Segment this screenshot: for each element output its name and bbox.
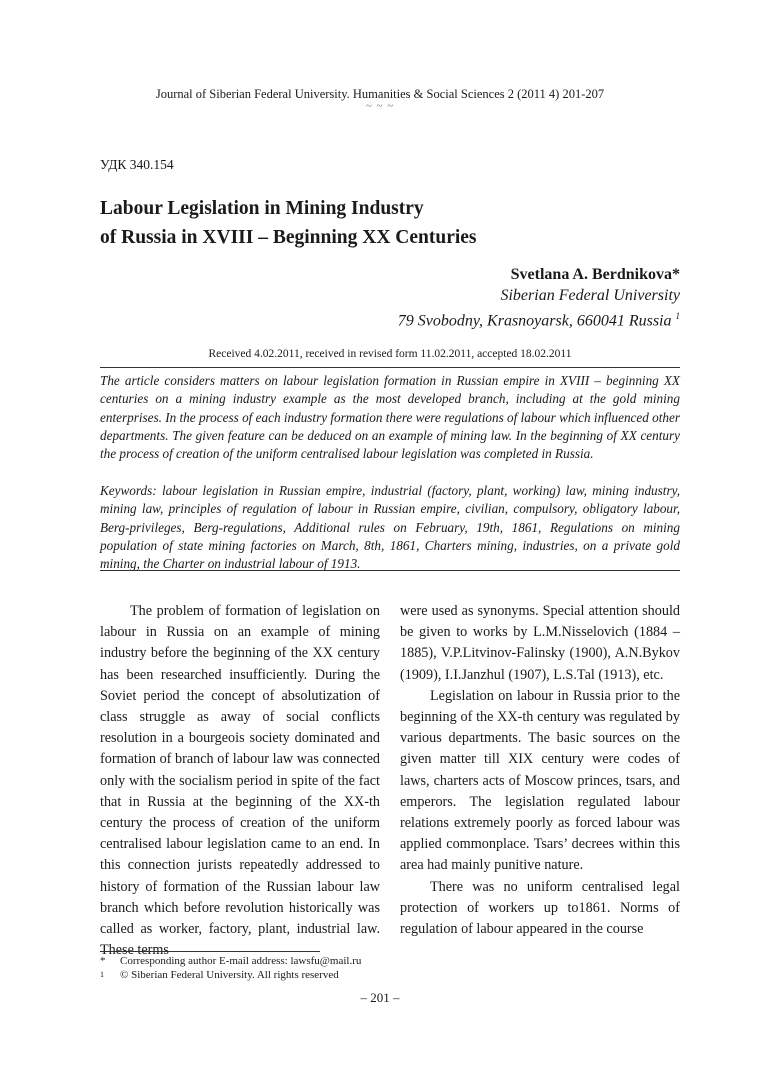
title-line-2: of Russia in XVIII – Beginning XX Centuries [100,227,477,248]
article-title [100,194,477,252]
abstract-bottom-rule [100,570,680,571]
footnote-mark: 1 [100,970,104,979]
footnote-text: © Siberian Federal University. All rights reserved [120,969,339,981]
address-footnote-mark: 1 [675,311,680,321]
body-left-column [100,601,380,961]
udk-code: УДК 340.154 [100,157,174,172]
body-right-column [400,601,680,940]
footnote-item [100,968,361,982]
title-line-1: Labour Legislation in Mining Industry [100,198,424,219]
header-ornament: ~ ~ ~ [365,100,395,112]
address-text: 79 Svobodny, Krasnoyarsk, 660041 Russia [397,312,672,330]
journal-header: Journal of Siberian Federal University. Humanities & Social Sciences 2 (2011 4) 201-207 [155,87,605,101]
body-paragraph: were used as synonyms. Special attention should be given to works by L.M.Nisselovich (1884 – 1885), V.P.Litvinov-Falinsky (1900), A.N.Bykov (1909), I.I.Janzhul (1907), L.S.Tal (1913), etc. [400,603,680,683]
body-paragraph: Legislation on labour in Russia prior to the beginning of the XX-th century was regulated by various departments. The basic sources on the given matter till XIX century were codes of laws, charters acts of Moscow princes, tsars, and emperors. The legislation regulated labour relations extremely poorly as forced labour was applied commonplace. Tsars’ decrees within this area had mainly punitive nature. [400,687,680,874]
keywords: Keywords: labour legislation in Russian empire, industrial (factory, plant, working) law, mining industry, mining law, principles of regulation of labour in Russian empire, civilian, compulsory, obligatory labour, Berg-privileges, Berg-regulations, Additional rules on February, 19th, 1861, Regulations on mining population of state mining factories on March, 8th, 1861, Charters mining, industries, on a private gold mining, the Charter on industrial labour of 1913. [100,483,680,572]
address [398,306,680,331]
page-number: – 201 – [360,990,400,1005]
body-paragraph: The problem of formation of legislation on labour in Russia on an example of mining industry before the beginning of the XX century has been researched insufficiently. During the Soviet period the concept of absolutization of class struggle as away of social conflicts resolution in a bourgeois society dominated and formation of branch of labour law was connected only with the socialism period in spite of the fact that in Russia at the beginning of the XX-th century the process of creation of the uniform centralised labour legislation came to an end. In this connection jurists repeatedly addressed to history of formation of the Russian labour law branch which before revolution historically was called as worker, factory, plant, industrial law. These terms [100,603,380,959]
footnote-rule [100,951,320,952]
footnote-mark: * [100,955,106,967]
footnotes [100,954,361,982]
abstract: The article considers matters on labour legislation formation in Russian empire in XVIII – beginning XX centuries on a mining industry example as the most developed branch, including at the gold mining enterprises. In the process of each industry formation there were regulations of labour which influenced other departments. The given feature can be deduced on an example of mining law. In the beginning of XX century the process of creation of the uniform centralised labour legislation was completed in Russia. [100,373,680,462]
affiliation: Siberian Federal University [500,287,680,304]
abstract-top-rule [100,367,680,368]
author-block [398,264,680,331]
author-name: Svetlana A. Berdnikova* [510,266,680,283]
footnote-item [100,954,361,968]
body-paragraph: There was no uniform centralised legal protection of workers up to1861. Norms of regulation of labour appeared in the course [400,878,680,938]
received-dates: Received 4.02.2011, received in revised form 11.02.2011, accepted 18.02.2011 [208,348,572,360]
footnote-text: Corresponding author E-mail address: lawsfu@mail.ru [120,955,362,967]
